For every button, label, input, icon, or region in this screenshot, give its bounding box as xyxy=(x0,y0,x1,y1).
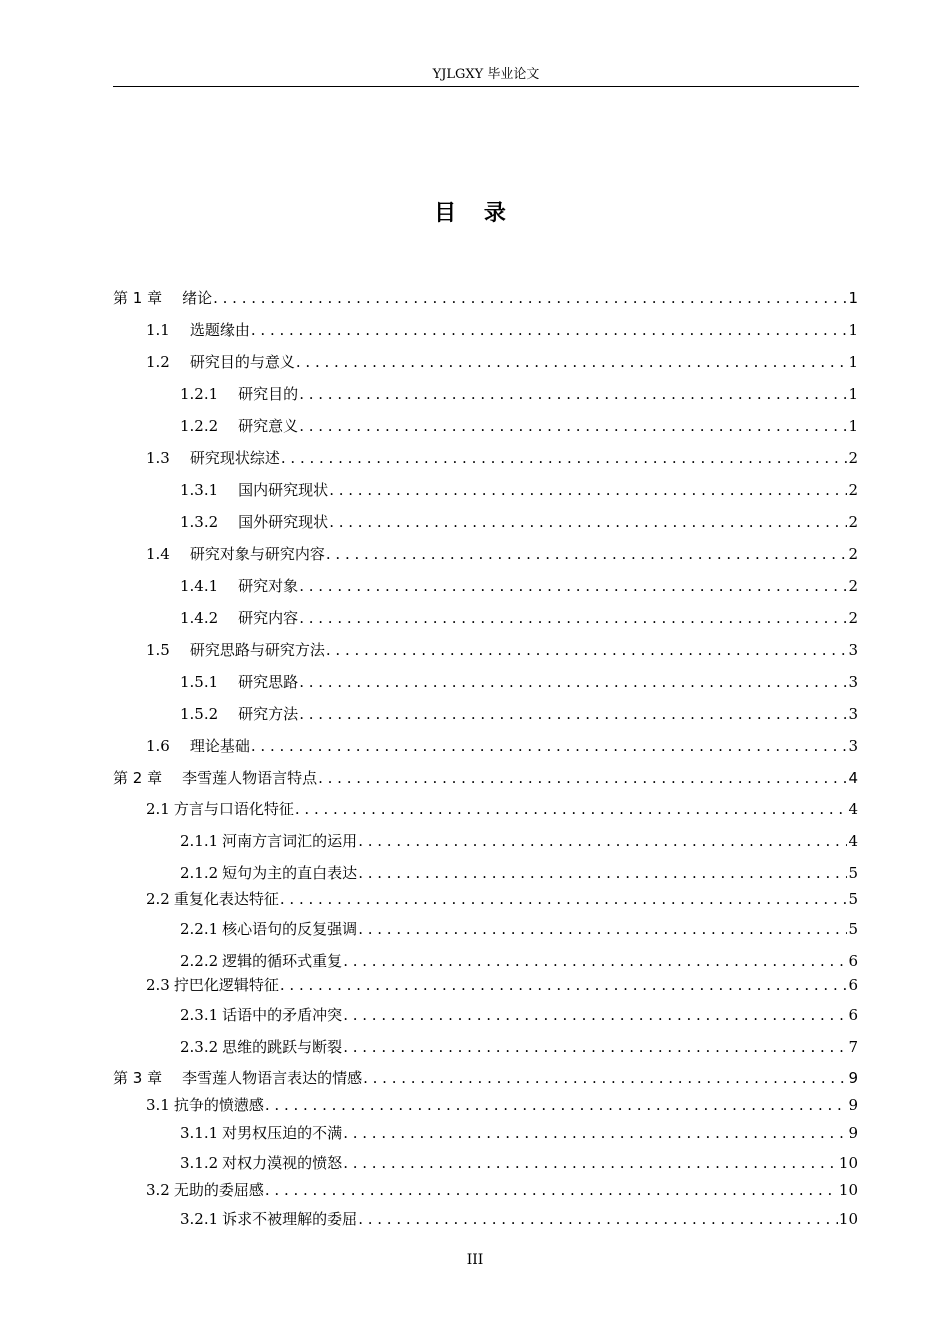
toc-leader-dots xyxy=(343,1152,838,1174)
toc-entry-number: 1.5 xyxy=(146,641,170,659)
toc-entry-number: 2.3.2 xyxy=(180,1038,219,1056)
toc-entry-label: 研究目的 xyxy=(238,385,299,403)
toc-entry[interactable] xyxy=(146,798,858,820)
toc-entry-page: 9 xyxy=(848,1096,858,1114)
toc-entry-label: 话语中的矛盾冲突 xyxy=(222,1006,343,1024)
toc-entry-label: 河南方言词汇的运用 xyxy=(222,832,358,850)
toc-entry-number: 2.2.2 xyxy=(180,952,219,970)
toc-entry-page: 1 xyxy=(848,321,858,339)
toc-entry[interactable] xyxy=(146,974,858,996)
toc-entry-label: 思维的跳跃与断裂 xyxy=(222,1038,343,1056)
toc-entry[interactable] xyxy=(146,319,858,341)
toc-leader-dots xyxy=(280,974,848,996)
toc-entry-number: 2.1.1 xyxy=(180,832,219,850)
toc-entry-label: 研究对象 xyxy=(238,577,299,595)
toc-leader-dots xyxy=(251,319,848,341)
toc-leader-dots xyxy=(213,287,847,309)
toc-entry[interactable] xyxy=(180,1004,858,1026)
toc-entry-number: 1.1 xyxy=(146,321,170,339)
toc-leader-dots xyxy=(329,479,847,501)
page-number-footer: III xyxy=(466,1252,484,1268)
toc-entry[interactable] xyxy=(146,543,858,565)
toc-entry-page: 7 xyxy=(848,1038,858,1056)
toc-entry-number: 3.1 xyxy=(146,1096,170,1114)
toc-entry-label: 抗争的愤懑感 xyxy=(173,1096,264,1114)
toc-entry[interactable] xyxy=(180,918,858,940)
toc-entry-number: 1.4.2 xyxy=(180,609,219,627)
toc-leader-dots xyxy=(299,383,847,405)
toc-entry[interactable] xyxy=(180,862,858,884)
toc-entry-label: 逻辑的循环式重复 xyxy=(222,952,343,970)
toc-entry[interactable] xyxy=(146,888,858,910)
toc-leader-dots xyxy=(343,1122,847,1144)
toc-entry-number: 第 3 章 xyxy=(113,1069,163,1087)
toc-leader-dots xyxy=(299,703,847,725)
toc-entry-page: 3 xyxy=(848,737,858,755)
toc-entry-number: 1.5.1 xyxy=(180,673,219,691)
toc-entry-label: 对权力漠视的愤怒 xyxy=(222,1154,343,1172)
toc-entry-page: 1 xyxy=(848,289,858,307)
toc-entry-label: 研究方法 xyxy=(238,705,299,723)
toc-entry-number: 第 1 章 xyxy=(113,289,163,307)
toc-entry-label: 理论基础 xyxy=(189,737,250,755)
toc-entry-number: 1.3.1 xyxy=(180,481,219,499)
toc-entry-page: 4 xyxy=(848,769,858,787)
toc-entry-number: 1.2.1 xyxy=(180,385,219,403)
toc-leader-dots xyxy=(358,918,847,940)
toc-entry-page: 10 xyxy=(838,1181,858,1199)
toc-entry-number: 第 2 章 xyxy=(113,769,163,787)
toc-leader-dots xyxy=(281,447,848,469)
toc-entry-page: 3 xyxy=(848,673,858,691)
toc-entry-page: 2 xyxy=(848,449,858,467)
toc-leader-dots xyxy=(363,1067,847,1089)
toc-entry-page: 2 xyxy=(848,481,858,499)
toc-entry[interactable] xyxy=(180,575,858,597)
toc-entry-label: 诉求不被理解的委屈 xyxy=(222,1210,358,1228)
toc-entry-label: 研究现状综述 xyxy=(189,449,280,467)
toc-entry[interactable] xyxy=(180,1122,858,1144)
toc-entry-label: 国内研究现状 xyxy=(238,481,329,499)
toc-leader-dots xyxy=(329,511,847,533)
toc-entry[interactable] xyxy=(113,1067,858,1089)
toc-entry[interactable] xyxy=(180,950,858,972)
toc-entry-label: 对男权压迫的不满 xyxy=(222,1124,343,1142)
toc-title: 目 录 xyxy=(434,201,516,226)
toc-entry-number: 2.1.2 xyxy=(180,864,219,882)
toc-entry-label: 研究对象与研究内容 xyxy=(189,545,325,563)
toc-entry-label: 李雪莲人物语言特点 xyxy=(182,769,318,787)
toc-entry[interactable] xyxy=(146,639,858,661)
running-header-text: YJLGXY 毕业论文 xyxy=(432,67,540,82)
toc-entry-number: 1.3 xyxy=(146,449,170,467)
toc-leader-dots xyxy=(265,1179,838,1201)
toc-leader-dots xyxy=(326,543,848,565)
toc-leader-dots xyxy=(358,1208,838,1230)
toc-entry-number: 2.2.1 xyxy=(180,920,219,938)
toc-entry-label: 绪论 xyxy=(182,289,213,307)
toc-entry-label: 短句为主的直白表达 xyxy=(222,864,358,882)
toc-entry-page: 2 xyxy=(848,577,858,595)
toc-leader-dots xyxy=(251,735,848,757)
toc-entry-page: 6 xyxy=(848,976,858,994)
toc-entry-page: 5 xyxy=(848,920,858,938)
toc-entry-label: 选题缘由 xyxy=(189,321,250,339)
toc-entry-page: 3 xyxy=(848,641,858,659)
toc-leader-dots xyxy=(358,830,847,852)
toc-entry-page: 4 xyxy=(848,832,858,850)
toc-leader-dots xyxy=(299,575,847,597)
toc-entry-number: 2.2 xyxy=(146,890,170,908)
toc-leader-dots xyxy=(343,1036,847,1058)
toc-entry[interactable] xyxy=(180,1036,858,1058)
toc-entry[interactable] xyxy=(146,1179,858,1201)
toc-entry-number: 3.1.1 xyxy=(180,1124,219,1142)
toc-entry[interactable] xyxy=(180,671,858,693)
toc-entry-number: 1.6 xyxy=(146,737,170,755)
toc-entry[interactable] xyxy=(146,735,858,757)
toc-entry-page: 5 xyxy=(848,864,858,882)
toc-entry-number: 1.4 xyxy=(146,545,170,563)
toc-entry-number: 2.3.1 xyxy=(180,1006,219,1024)
toc-entry-label: 研究思路与研究方法 xyxy=(189,641,325,659)
toc-entry-label: 国外研究现状 xyxy=(238,513,329,531)
toc-entry-number: 1.2.2 xyxy=(180,417,219,435)
toc-entry-page: 9 xyxy=(848,1069,858,1087)
toc-entry[interactable] xyxy=(180,703,858,725)
toc-entry-page: 2 xyxy=(848,545,858,563)
toc-entry-number: 3.2 xyxy=(146,1181,170,1199)
toc-entry-page: 10 xyxy=(838,1154,858,1172)
toc-entry[interactable] xyxy=(180,383,858,405)
toc-leader-dots xyxy=(343,950,847,972)
toc-entry-page: 6 xyxy=(848,952,858,970)
toc-entry[interactable] xyxy=(180,830,858,852)
running-header xyxy=(113,64,859,87)
toc-entry-number: 3.1.2 xyxy=(180,1154,219,1172)
toc-entry-label: 研究目的与意义 xyxy=(189,353,295,371)
toc-entry-page: 9 xyxy=(848,1124,858,1142)
toc-entry-number: 2.3 xyxy=(146,976,170,994)
toc-entry-label: 方言与口语化特征 xyxy=(173,800,294,818)
toc-entry[interactable] xyxy=(180,511,858,533)
toc-leader-dots xyxy=(318,767,847,789)
toc-entry-page: 6 xyxy=(848,1006,858,1024)
toc-leader-dots xyxy=(265,1094,848,1116)
toc-entry-page: 1 xyxy=(848,385,858,403)
toc-entry-page: 1 xyxy=(848,417,858,435)
toc-leader-dots xyxy=(299,415,847,437)
toc-entry[interactable] xyxy=(180,1152,858,1174)
toc-entry-page: 1 xyxy=(848,353,858,371)
toc-entry-number: 1.3.2 xyxy=(180,513,219,531)
toc-entry[interactable] xyxy=(146,351,858,373)
toc-entry-label: 研究思路 xyxy=(238,673,299,691)
toc-entry[interactable] xyxy=(113,767,858,789)
toc-entry-label: 核心语句的反复强调 xyxy=(222,920,358,938)
toc-entry[interactable] xyxy=(180,479,858,501)
toc-entry-number: 1.2 xyxy=(146,353,170,371)
toc-entry-number: 2.1 xyxy=(146,800,170,818)
toc-entry[interactable] xyxy=(146,447,858,469)
toc-entry-number: 1.4.1 xyxy=(180,577,219,595)
toc-entry-page: 3 xyxy=(848,705,858,723)
toc-entry-label: 重复化表达特征 xyxy=(173,890,279,908)
toc-leader-dots xyxy=(299,607,847,629)
toc-entry[interactable] xyxy=(180,607,858,629)
toc-entry-label: 研究意义 xyxy=(238,417,299,435)
toc-entry-label: 拧巴化逻辑特征 xyxy=(173,976,279,994)
toc-leader-dots xyxy=(280,888,848,910)
toc-entry[interactable] xyxy=(180,1208,858,1230)
toc-leader-dots xyxy=(296,351,848,373)
toc-entry-label: 无助的委屈感 xyxy=(173,1181,264,1199)
toc-entry[interactable] xyxy=(180,415,858,437)
toc-leader-dots xyxy=(326,639,848,661)
toc-entry-number: 3.2.1 xyxy=(180,1210,219,1228)
toc-leader-dots xyxy=(343,1004,847,1026)
toc-entry-label: 研究内容 xyxy=(238,609,299,627)
toc-entry-page: 4 xyxy=(848,800,858,818)
toc-leader-dots xyxy=(299,671,847,693)
toc-entry-page: 2 xyxy=(848,513,858,531)
toc-entry[interactable] xyxy=(113,287,858,309)
toc-entry-number: 1.5.2 xyxy=(180,705,219,723)
toc-entry[interactable] xyxy=(146,1094,858,1116)
toc-entry-label: 李雪莲人物语言表达的情感 xyxy=(182,1069,363,1087)
toc-entry-page: 10 xyxy=(838,1210,858,1228)
toc-entry-page: 5 xyxy=(848,890,858,908)
toc-entry-page: 2 xyxy=(848,609,858,627)
toc-leader-dots xyxy=(358,862,847,884)
toc-leader-dots xyxy=(295,798,848,820)
